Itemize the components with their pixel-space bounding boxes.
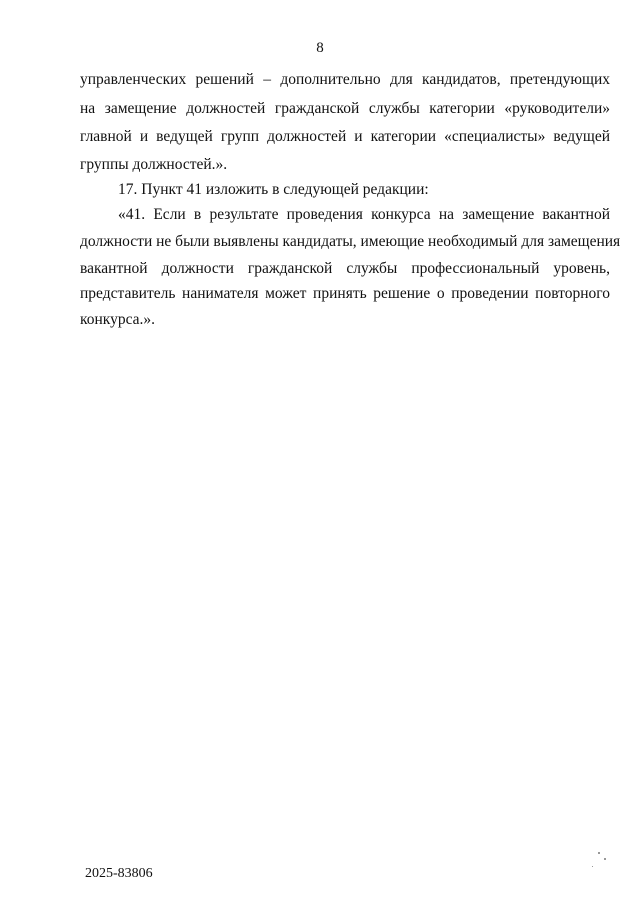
text-line: представитель нанимателя может принять решение о проведении повторного — [80, 285, 610, 302]
text-line: конкурса.». — [80, 311, 156, 328]
text-line: управленческих решений – дополнительно для кандидатов, претендующих — [80, 71, 610, 88]
text-line: должности не были выявлены кандидаты, имеющие необходимый для замещения — [80, 233, 621, 250]
text-line: главной и ведущей групп должностей и категории «специалисты» ведущей — [80, 128, 610, 145]
document-code: 2025-83806 — [85, 866, 153, 881]
paragraph-17-heading: 17. Пункт 41 изложить в следующей редакции: — [118, 181, 429, 198]
page-number: 8 — [316, 40, 324, 56]
scan-speck — [604, 858, 606, 860]
text-line: на замещение должностей гражданской службы категории «руководители» — [80, 100, 610, 117]
text-line: «41. Если в результате проведения конкурса на замещение вакантной — [118, 206, 610, 223]
scan-speck — [592, 866, 593, 867]
text-line: вакантной должности гражданской службы профессиональный уровень, — [80, 260, 610, 277]
scan-speck — [598, 852, 600, 854]
text-line: группы должностей.». — [80, 156, 228, 173]
